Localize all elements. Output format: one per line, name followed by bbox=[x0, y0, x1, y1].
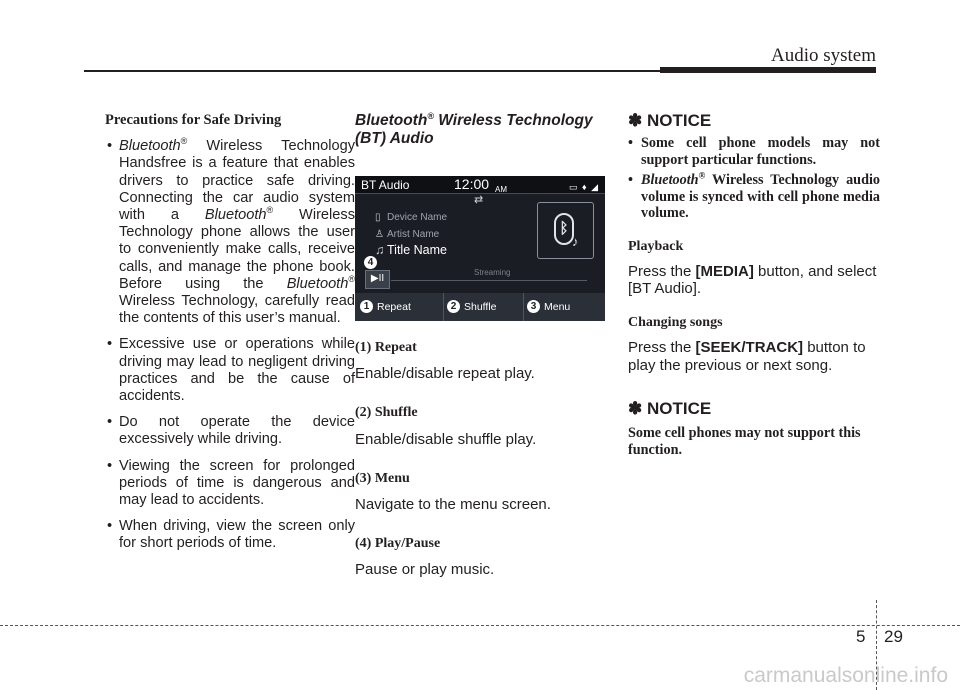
playback-heading: Playback bbox=[628, 238, 684, 254]
section-number: 5 bbox=[856, 627, 866, 646]
precautions-heading: Precautions for Safe Driving bbox=[105, 112, 282, 128]
bullet-dot: • bbox=[107, 518, 113, 535]
bluetooth-brand: Bluetooth bbox=[641, 172, 699, 189]
menu-text: Navigate to the menu screen. bbox=[355, 496, 551, 514]
shuffle-text: Enable/disable shuffle play. bbox=[355, 430, 537, 448]
callout-badge: 1 bbox=[360, 300, 373, 313]
button-label: Shuffle bbox=[464, 301, 497, 313]
device-name-row bbox=[375, 209, 447, 226]
bullet-text: Wireless Technology Handsfree is a feature that enables drivers to practice safe driving. Connecting the car audio system with a bbox=[119, 138, 355, 224]
screen-button-bar bbox=[355, 293, 605, 321]
menu-heading: (3) Menu bbox=[355, 470, 410, 486]
bullet-item bbox=[105, 518, 355, 552]
status-icons: ▭ ♦ ◢ bbox=[568, 182, 599, 192]
bullet-text: Do not operate the device excessively while driving. bbox=[119, 414, 355, 448]
page-number: 29 bbox=[884, 627, 903, 646]
bluetooth-icon: ᛒ bbox=[554, 213, 574, 245]
page-header-title: Audio system bbox=[770, 45, 876, 66]
menu-button[interactable] bbox=[523, 293, 605, 321]
title-name-row bbox=[375, 242, 447, 259]
changing-songs-heading: Changing songs bbox=[628, 314, 723, 330]
bullet-dot: • bbox=[107, 457, 113, 474]
shuffle-heading: (2) Shuffle bbox=[355, 405, 418, 421]
playback-text bbox=[628, 263, 880, 298]
bullet-dot: • bbox=[628, 172, 633, 189]
notice-text: Wireless Technology audio volume is synced with cell phone media volume. bbox=[641, 172, 880, 222]
bullet-text: Wireless Technology, carefully read the contents of this user’s manual. bbox=[119, 293, 355, 327]
bullet-dot: • bbox=[107, 138, 113, 155]
bullet-text: Excessive use or operations while driving may lead to negligent driving practices and be the cause of accidents. bbox=[119, 336, 355, 405]
column-notices bbox=[628, 112, 880, 458]
text-part: button, and select [BT Audio]. bbox=[628, 262, 877, 298]
artist-icon: ♙ bbox=[375, 229, 384, 240]
device-name: Device Name bbox=[387, 212, 448, 223]
bullet-text: Viewing the screen for prolonged periods of time is dangerous and may lead to accidents. bbox=[119, 457, 355, 509]
watermark: carmanualsonline.info bbox=[743, 664, 948, 687]
bullet-dot: • bbox=[628, 135, 633, 152]
header-rule-bar bbox=[660, 67, 876, 73]
registered-mark: ® bbox=[427, 110, 434, 121]
text-part: Press the bbox=[628, 262, 696, 280]
bluetooth-brand: Bluetooth bbox=[204, 207, 267, 224]
callout-badge-4: 4 bbox=[364, 256, 377, 269]
bt-audio-screen bbox=[355, 176, 605, 321]
registered-mark: ® bbox=[180, 136, 188, 147]
title-name: Title Name bbox=[387, 243, 447, 257]
bluetooth-brand: Bluetooth bbox=[355, 112, 428, 129]
artist-name: Artist Name bbox=[387, 229, 440, 240]
callout-badge: 3 bbox=[527, 300, 540, 313]
notice-heading: ✽ NOTICE bbox=[628, 399, 712, 419]
clock-ampm: AM bbox=[495, 185, 507, 194]
bullet-item bbox=[105, 458, 355, 510]
play-pause-heading: (4) Play/Pause bbox=[355, 536, 441, 552]
play-pause-text: Pause or play music. bbox=[355, 561, 495, 579]
music-note-icon: ♪ bbox=[572, 234, 579, 249]
bullet-dot: • bbox=[107, 414, 113, 431]
repeat-heading: (1) Repeat bbox=[355, 340, 417, 355]
artist-name-row bbox=[375, 226, 439, 243]
changing-songs-text bbox=[628, 339, 880, 374]
notice-bullet bbox=[628, 135, 880, 168]
media-key: [MEDIA] bbox=[695, 262, 754, 280]
bluetooth-brand: Bluetooth bbox=[119, 138, 181, 155]
column-precautions bbox=[105, 112, 355, 553]
button-label: Repeat bbox=[377, 301, 411, 313]
bluetooth-brand: Bluetooth bbox=[286, 275, 349, 292]
text-part: Press the bbox=[628, 339, 696, 357]
callout-badge: 2 bbox=[447, 300, 460, 313]
button-label: Menu bbox=[544, 301, 571, 313]
registered-mark: ® bbox=[266, 205, 274, 216]
screen-label: BT Audio bbox=[361, 178, 410, 192]
repeat-icon: ⇄ bbox=[474, 194, 484, 206]
seek-track-key: [SEEK/TRACK] bbox=[695, 339, 804, 357]
registered-mark: ® bbox=[348, 273, 355, 284]
notice-text: Some cell phones may not support this function. bbox=[628, 425, 861, 458]
bt-audio-title bbox=[355, 112, 605, 148]
repeat-button[interactable] bbox=[360, 293, 440, 321]
streaming-label: Streaming bbox=[474, 268, 511, 277]
footer-dashed-rule bbox=[0, 625, 960, 626]
registered-mark: ® bbox=[698, 170, 706, 181]
notice-text: Some cell phone models may not support particular functions. bbox=[641, 135, 880, 168]
notice-bullet bbox=[628, 172, 880, 222]
text-part: button to play the previous or next song. bbox=[628, 339, 866, 374]
music-note-icon: ♫ bbox=[375, 243, 385, 257]
play-pause-button[interactable]: ▶II bbox=[365, 270, 390, 289]
album-art bbox=[537, 202, 594, 259]
notice-heading: ✽ NOTICE bbox=[628, 111, 712, 130]
shuffle-button[interactable] bbox=[443, 293, 527, 321]
phone-icon: ▯ bbox=[375, 212, 381, 223]
header-rule bbox=[84, 70, 660, 72]
bullet-text: Wireless Technology phone allows the user to conveniently make calls, receive calls, and manage the phone book. Before using the bbox=[119, 207, 356, 292]
bullet-item bbox=[105, 138, 355, 327]
bullet-dot: • bbox=[107, 336, 113, 353]
clock-time: 12:00 bbox=[454, 176, 490, 192]
bullet-item bbox=[105, 414, 355, 448]
repeat-text: Enable/disable repeat play. bbox=[355, 365, 535, 383]
bullet-item bbox=[105, 336, 355, 405]
column-bt-audio bbox=[355, 112, 605, 579]
title-rest: Wireless Technology (BT) Audio bbox=[355, 112, 593, 147]
bullet-text: When driving, view the screen only for short periods of time. bbox=[119, 518, 355, 552]
